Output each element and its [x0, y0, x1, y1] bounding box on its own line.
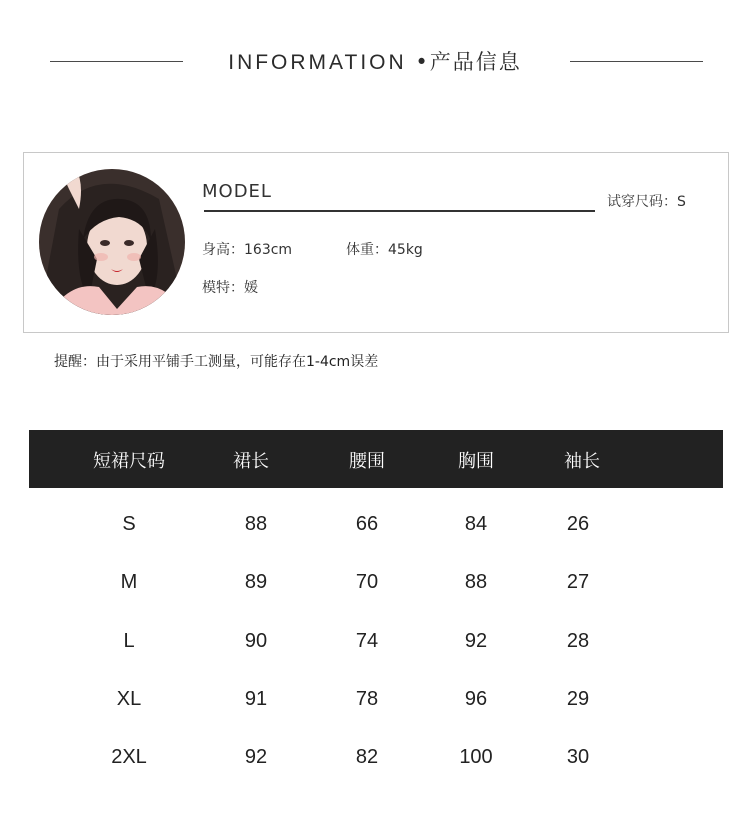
table-cell: 27: [566, 571, 590, 593]
table-row: [0, 630, 750, 660]
table-cell: 28: [566, 630, 590, 652]
table-cell: 26: [566, 513, 590, 535]
model-height: 身高：163cm: [202, 242, 293, 258]
col-header-sleeve: 袖长: [564, 451, 600, 472]
table-cell: M: [120, 571, 138, 593]
table-cell: 2XL: [111, 746, 147, 768]
section-title-separator: •: [415, 50, 430, 74]
table-cell: L: [123, 630, 135, 652]
table-cell: 100: [459, 746, 493, 768]
col-header-size: 短裙尺码: [93, 451, 165, 472]
table-row: [0, 571, 750, 601]
model-photo: [39, 169, 185, 315]
table-cell: 70: [355, 571, 379, 593]
table-cell: 92: [244, 746, 268, 768]
table-cell: 88: [464, 571, 488, 593]
table-cell: XL: [116, 688, 142, 710]
table-cell: 29: [566, 688, 590, 710]
col-header-bust: 胸围: [458, 451, 494, 472]
section-title-en: INFORMATION: [228, 51, 407, 74]
model-weight: 体重：45kg: [346, 242, 423, 258]
size-table-header: [29, 430, 723, 488]
table-row: [0, 513, 750, 543]
col-header-waist: 腰围: [349, 451, 385, 472]
table-cell: 74: [355, 630, 379, 652]
header-divider-right: [570, 61, 703, 62]
table-row: [0, 688, 750, 718]
table-cell: 78: [355, 688, 379, 710]
table-cell: 84: [464, 513, 488, 535]
model-heading: MODEL: [202, 181, 272, 202]
section-title-cn: 产品信息: [429, 50, 522, 74]
table-cell: S: [122, 513, 136, 535]
model-name: 模特：媛: [202, 280, 258, 296]
model-heading-underline: [204, 210, 595, 212]
table-cell: 89: [244, 571, 268, 593]
model-info-card: [23, 152, 729, 333]
model-avatar: [39, 169, 185, 315]
table-cell: 90: [244, 630, 268, 652]
table-cell: 66: [355, 513, 379, 535]
size-tried: 试穿尺码：S: [607, 194, 686, 210]
table-cell: 88: [244, 513, 268, 535]
table-cell: 30: [566, 746, 590, 768]
table-cell: 92: [464, 630, 488, 652]
table-cell: 82: [355, 746, 379, 768]
measurement-note: 提醒：由于采用平铺手工测量，可能存在1-4cm误差: [54, 354, 379, 370]
table-row: [0, 746, 750, 776]
table-cell: 96: [464, 688, 488, 710]
table-cell: 91: [244, 688, 268, 710]
col-header-skirt-length: 裙长: [233, 451, 269, 472]
